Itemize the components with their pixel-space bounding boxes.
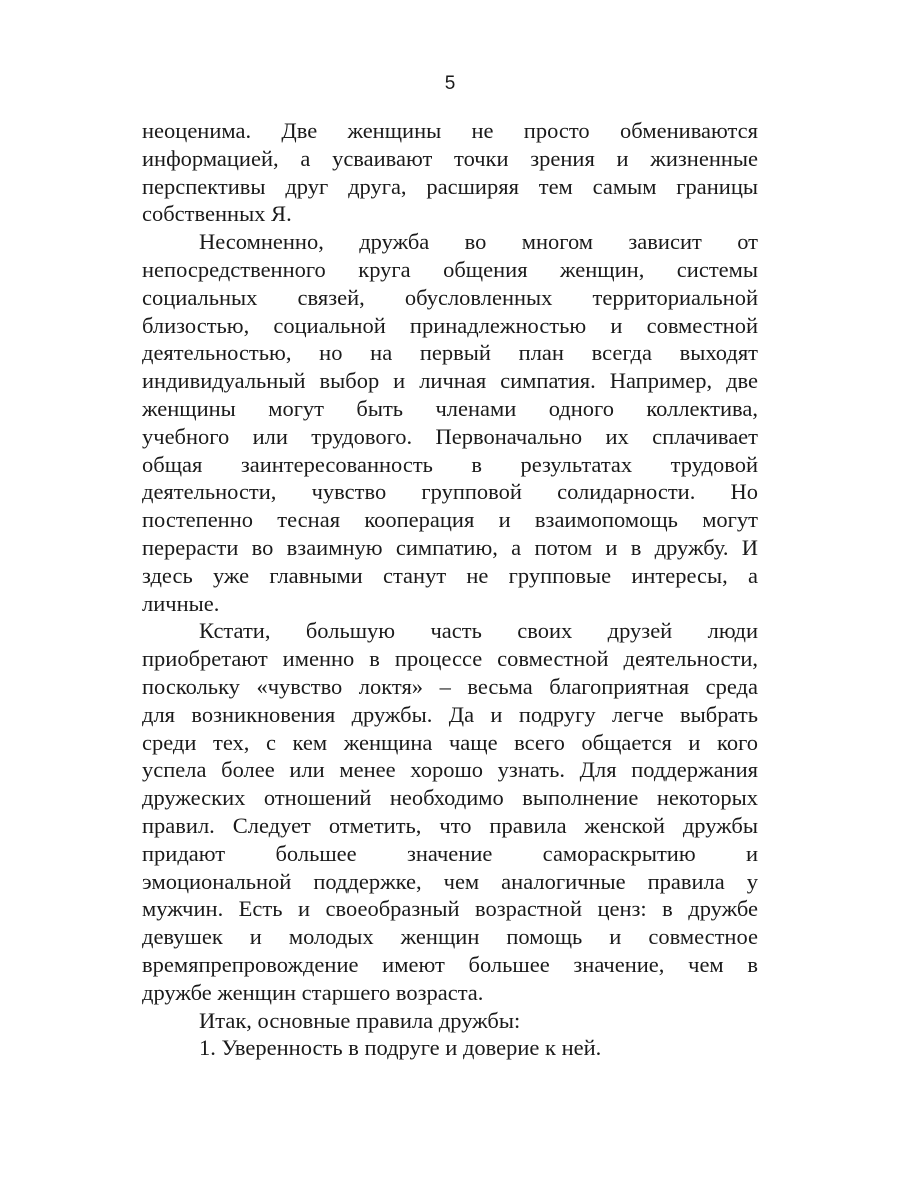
text-line: перерасти во взаимную симпатию, а потом и в дружбу. И — [142, 534, 758, 560]
text-line: перспективы друг друга, расширяя тем самым границы — [142, 173, 758, 199]
text-line: придают большее значение самораскрытию и — [142, 840, 758, 866]
text-line: общая заинтересованность в результатах трудовой — [142, 451, 758, 477]
text-line: Кстати, большую часть своих друзей люди — [199, 618, 758, 644]
paragraph — [142, 1007, 758, 1035]
text-line: успела более или менее хорошо узнать. Для поддержания — [142, 757, 758, 783]
text-line: мужчин. Есть и своеобразный возрастной ценз: в дружбе — [142, 896, 758, 922]
page-number: 5 — [444, 73, 456, 94]
text-line: личные. — [142, 590, 220, 616]
text-line: здесь уже главными станут не групповые интересы, а — [142, 562, 758, 588]
text-line: близостью, социальной принадлежностью и совместной — [142, 312, 758, 338]
text-line: правил. Следует отметить, что правила женской дружбы — [142, 812, 758, 838]
text-line: дружеских отношений необходимо выполнение некоторых — [142, 785, 758, 811]
text-line: деятельностью, но на первый план всегда выходят — [142, 340, 758, 366]
text-line: эмоциональной поддержке, чем аналогичные правила у — [142, 868, 758, 894]
text-line: приобретают именно в процессе совместной деятельности, — [142, 646, 758, 672]
text-line: социальных связей, обусловленных территориальной — [142, 284, 758, 310]
text-line: учебного или трудового. Первоначально их сплачивает — [142, 423, 758, 449]
paragraph — [142, 617, 758, 1006]
text-line: Итак, основные правила дружбы: — [199, 1007, 521, 1033]
list-item — [142, 1034, 758, 1062]
body-text — [142, 117, 758, 1062]
text-line: 1. Уверенность в подруге и доверие к ней. — [199, 1035, 602, 1061]
text-line: Несомненно, дружба во многом зависит от — [199, 229, 758, 255]
text-line: собственных Я. — [142, 201, 292, 227]
text-line: неоценима. Две женщины не просто обмениваются — [142, 118, 758, 143]
text-line: для возникновения дружбы. Да и подругу легче выбрать — [142, 701, 758, 727]
text-line: индивидуальный выбор и личная симпатия. Например, две — [142, 368, 758, 394]
text-line: дружбе женщин старшего возраста. — [142, 979, 484, 1005]
paragraph — [142, 228, 758, 617]
text-line: женщины могут быть членами одного коллектива, — [142, 395, 758, 421]
text-line: постепенно тесная кооперация и взаимопомощь могут — [142, 507, 758, 533]
text-line: девушек и молодых женщин помощь и совместное — [142, 924, 758, 950]
text-line: времяпрепровождение имеют большее значение, чем в — [142, 951, 758, 977]
text-line: информацией, а усваивают точки зрения и жизненные — [142, 145, 758, 171]
text-line: деятельности, чувство групповой солидарности. Но — [142, 479, 758, 505]
text-line: среди тех, с кем женщина чаще всего общается и кого — [142, 729, 758, 755]
text-line: непосредственного круга общения женщин, системы — [142, 256, 758, 282]
text-line: поскольку «чувство локтя» – весьма благоприятная среда — [142, 673, 758, 699]
paragraph — [142, 117, 758, 228]
